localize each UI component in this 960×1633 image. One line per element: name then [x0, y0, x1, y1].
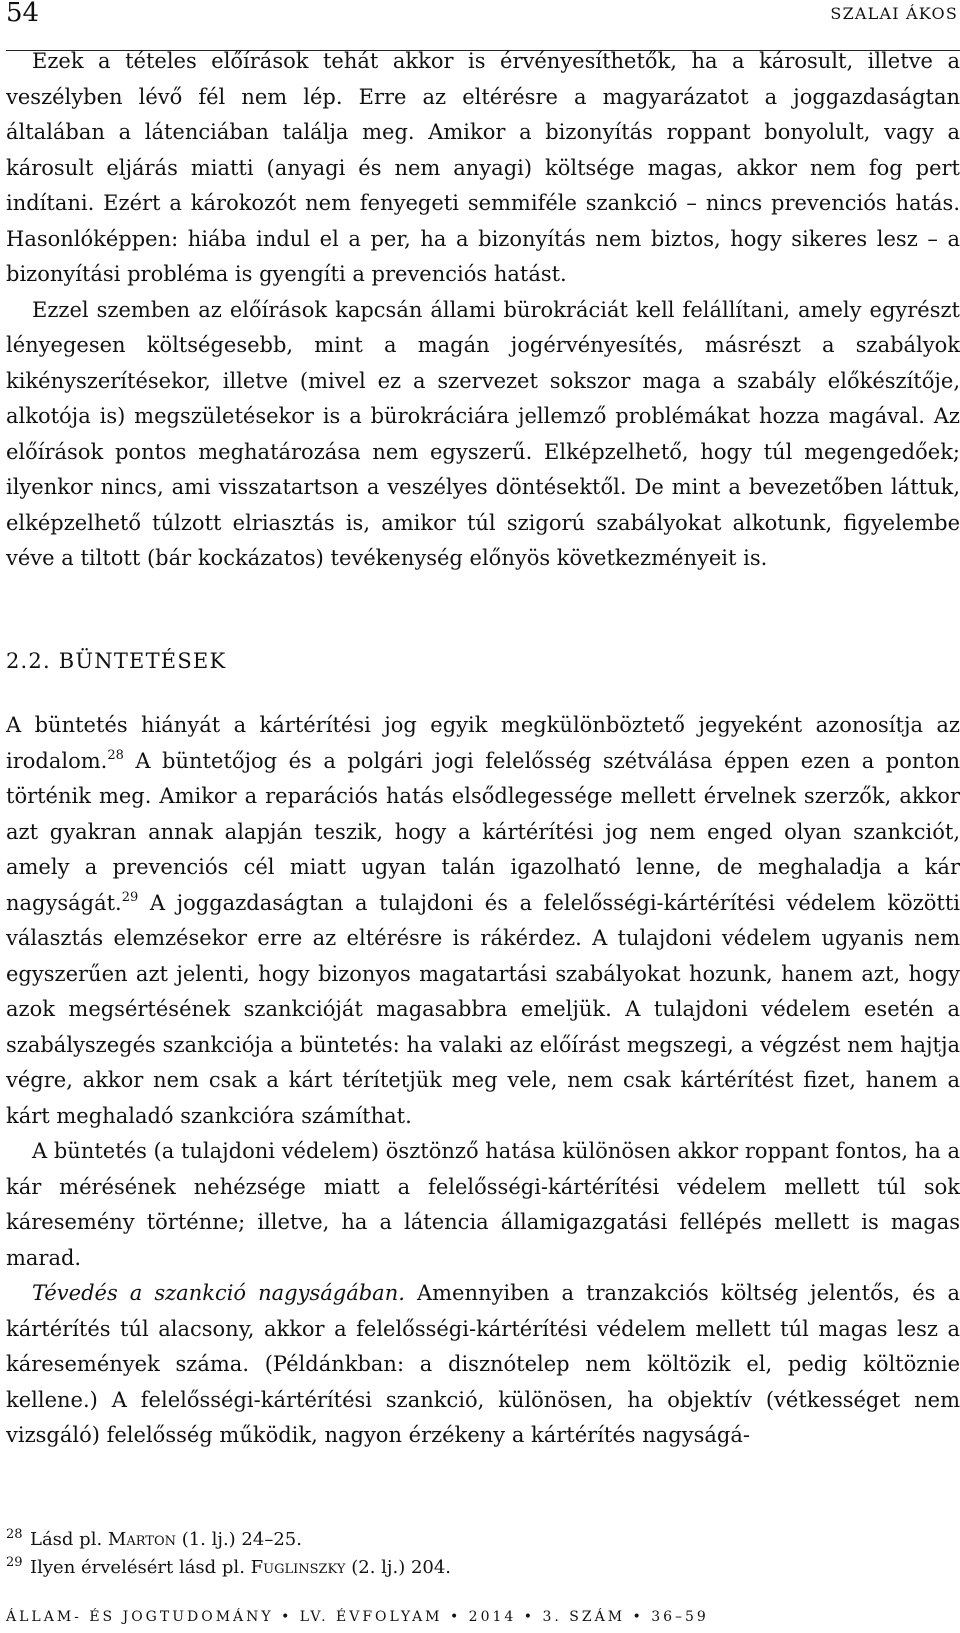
body-text-upper: [6, 44, 960, 577]
paragraph: [6, 708, 960, 1134]
footnote-text: (2. lj.) 204.: [345, 1557, 452, 1578]
footnotes: [6, 1526, 451, 1582]
paragraph-text: A büntetés hiányát a kártérítési jog egyik megkülönböztető jegyeként azonosítja az irodalom.: [6, 713, 960, 773]
footnote-text: Lásd pl.: [30, 1529, 108, 1550]
footnote: 28 Lásd pl. Marton (1. lj.) 24–25.: [6, 1527, 302, 1550]
page-number: 54: [6, 0, 40, 28]
footnote: 29 Ilyen érvelésért lásd pl. Fuglinszky (2. lj.) 204.: [6, 1555, 452, 1578]
paragraph: Ezzel szemben az előírások kapcsán állami bürokráciát kell felállítani, amely egyrészt lényegesen költségesebb, mint a magán jogérvényesítés, másrészt a szabályok kikényszerítésekor, illetve (mivel ez a szervezet sokszor maga a szabály előkészítője, alkotója is) megszületésekor is a bürokráciára jellemző problémákat hozza magával. Az előírások pontos meghatározása nem egyszerű. Elképzelhető, hogy túl megengedőek; ilyenkor nincs, ami visszatartson a veszélyes döntésektől. De mint a bevezetőben láttuk, elképzelhető túlzott elriasztás is, amikor túl szigorú szabályokat alkotunk, figyelembe véve a tiltott (bár kockázatos) tevékenység előnyös következményeit is.: [6, 297, 960, 570]
footnote-text: (1. lj.) 24–25.: [175, 1529, 302, 1550]
body-text-lower: [6, 708, 960, 1454]
section-heading: 2.2. BÜNTETÉSEK: [6, 649, 227, 673]
footnote-author: Fuglinszky: [250, 1557, 346, 1578]
footnote-ref[interactable]: 28: [107, 747, 124, 763]
run-in-heading: Tévedés a szankció nagyságában.: [32, 1281, 405, 1305]
paragraph: A büntetés (a tulajdoni védelem) ösztönző hatása különösen akkor roppant fontos, ha a kár mérésének nehézsége miatt a felelősségi-kártérítési védelem mellett túl sok káresemény történne; illetve, ha a látencia államigazgatási fellépés mellett is magas marad.: [6, 1139, 960, 1270]
paragraph-text: A joggazdaságtan a tulajdoni és a felelősségi-kártérítési védelem közötti választás elemzésekor erre az eltérésre is rákérdez. A tulajdoni védelem ugyanis nem egyszerűen azt jelenti, hogy bizonyos magatartási szabályokat hozunk, hanem azt, hogy azok megsértésének szankcióját magasabbra emeljük. A tulajdoni védelem esetén a szabályszegés szankciója a büntetés: ha valaki az előírást megszegi, a végzést nem hajtja végre, akkor nem csak a kárt térítetjük meg vele, nem csak kártérítést fizet, hanem a kárt meghaladó szankcióra számíthat.: [6, 890, 960, 1128]
paragraph: Ezek a tételes előírások tehát akkor is érvényesíthetők, ha a károsult, illetve a veszélyben lévő fél nem lép. Erre az eltérésre a magyarázatot a joggazdaságtan általában a látenciában találja meg. Amikor a bizonyítás roppant bonyolult, vagy a károsult eljárás miatti (anyagi és nem anyagi) költsége magas, akkor nem fog pert indítani. Ezért a károkozót nem fenyegeti semmiféle szankció – nincs prevenciós hatás. Hasonlóképpen: hiába indul el a per, ha a bizonyítás nem biztos, hogy sikeres lesz – a bizonyítási probléma is gyengíti a prevenciós hatást.: [6, 49, 960, 286]
paragraph-text: Amennyiben a tranzakciós költség jelentős, és a kártérítés túl alacsony, akkor a felelősségi-kártérítési védelem mellett túl magas lesz a káresemények száma. (Példánkban: a disznótelep nem költözik el, pedig költöznie kellene.) A felelősségi-kártérítési szankció, különösen, ha objektív (vétkességet nem vizsgáló) felelősség működik, nagyon érzékeny a kártérítés nagyságá-: [6, 1281, 960, 1447]
paragraph: [6, 1276, 960, 1454]
running-head-author: SZALAI ÁKOS: [830, 4, 958, 23]
footnote-author: Marton: [107, 1529, 176, 1550]
footnote-text: Ilyen érvelésért lásd pl.: [30, 1557, 251, 1578]
paragraph-text: A büntetőjog és a polgári jogi felelősség szétválása éppen ezen a ponton történik meg. Amikor a reparációs hatás elsődlegessége mellett érvelnek szerzők, akkor azt gyakran annak alapján teszik, hogy a kártérítési jog nem enged olyan szankciót, amely a prevenciós cél miatt ugyan talán igazolható lenne, de meghaladja a kár nagyságát.: [6, 748, 960, 915]
footnote-ref[interactable]: 29: [121, 889, 139, 905]
journal-footer: ÁLLAM- ÉS JOGTUDOMÁNY • LV. ÉVFOLYAM • 2014 • 3. SZÁM • 36–59: [6, 1609, 709, 1625]
